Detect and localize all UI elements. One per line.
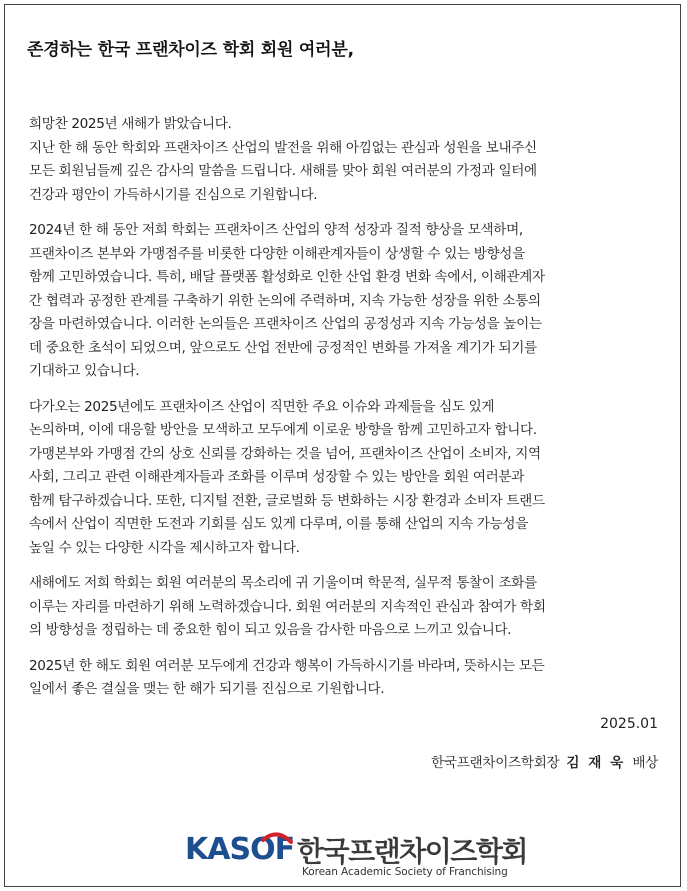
text-line: 프랜차이즈 본부와 가맹점주를 비롯한 다양한 이해관계자들이 상생할 수 있는 방향성을: [29, 245, 525, 262]
logo-english-name: Korean Academic Society of Franchising: [302, 866, 508, 878]
logo-arc-icon: [257, 830, 297, 870]
text-line: 장을 마련하였습니다. 이러한 논의들은 프랜차이즈 산업의 공정성과 지속 가능성을 높이는: [29, 316, 542, 332]
letter-frame: [4, 4, 681, 887]
text-line: 가맹본부와 가맹점 간의 상호 신뢰를 강화하는 것을 넘어, 프랜차이즈 산업이 소비자, 지역: [29, 445, 541, 462]
letter-body: [29, 113, 669, 714]
text-line: 이루는 자리를 마련하기 위해 노력하겠습니다. 회원 여러분의 지속적인 관심과 참여가 학회: [29, 598, 546, 615]
text-line: 속에서 산업이 직면한 도전과 기회를 심도 있게 다루며, 이를 통해 산업의 지속 가능성을: [29, 516, 528, 532]
signature-line: [431, 751, 658, 771]
text-line: 희망찬 2025년 새해가 밝았습니다.: [29, 116, 232, 132]
letter-date: 2025.01: [600, 716, 658, 732]
text-line: 건강과 평안이 가득하시기를 진심으로 기원합니다.: [29, 186, 318, 203]
text-line: 사회, 그리고 관련 이해관계자들과 조화를 이루며 성장할 수 있는 방안을 회원 여러분과: [29, 469, 525, 485]
paragraph-5: [29, 655, 669, 702]
text-line: 기대하고 있습니다.: [29, 363, 140, 379]
signature-name: 김 재 욱: [566, 755, 626, 771]
letter-greeting: 존경하는 한국 프랜차이즈 학회 회원 여러분,: [27, 40, 354, 60]
paragraph-1: [29, 113, 669, 207]
text-line: 간 협력과 공정한 관계를 구축하기 위한 논의에 주력하며, 지속 가능한 성장을 위한 소통의: [29, 292, 541, 309]
paragraph-3: [29, 396, 669, 561]
signature-title: 한국프랜차이즈학회장: [431, 755, 560, 771]
text-line: 높일 수 있는 다양한 시각을 제시하고자 합니다.: [29, 539, 300, 556]
text-line: 새해에도 저희 학회는 회원 여러분의 목소리에 귀 기울이며 학문적, 실무적 통찰이 조화를: [29, 575, 537, 591]
logo-acronym: KASOF: [185, 832, 295, 867]
text-line: 함께 고민하였습니다. 특히, 배달 플랫폼 활성화로 인한 산업 환경 변화 속에서, 이해관계자: [29, 269, 545, 285]
paragraph-2: [29, 219, 669, 384]
text-line: 2024년 한 해 동안 저희 학회는 프랜차이즈 산업의 양적 성장과 질적 향상을 모색하며,: [29, 222, 523, 238]
paragraph-4: [29, 572, 669, 643]
kasof-logo: [185, 830, 545, 880]
text-line: 2025년 한 해도 회원 여러분 모두에게 건강과 행복이 가득하시기를 바라며, 뜻하시는 모든: [29, 657, 545, 674]
text-line: 다가오는 2025년에도 프랜차이즈 산업이 직면한 주요 이슈와 과제들을 심도 있게: [29, 398, 495, 415]
logo-korean-name: 한국프랜차이즈학회: [297, 835, 527, 868]
text-line: 데 중요한 초석이 되었으며, 앞으로도 산업 전반에 긍정적인 변화를 가져올 계기가 되기를: [29, 339, 537, 356]
text-line: 의 방향성을 정립하는 데 중요한 힘이 되고 있음을 감사한 마음으로 느끼고 있습니다.: [29, 622, 512, 638]
text-line: 일에서 좋은 결실을 맺는 한 해가 되기를 진심으로 기원합니다.: [29, 681, 385, 697]
text-line: 함께 탐구하겠습니다. 또한, 디지털 전환, 글로벌화 등 변화하는 시장 환경과 소비자 트랜드: [29, 492, 545, 509]
text-line: 모든 회원님들께 깊은 감사의 말씀을 드립니다. 새해를 맞아 회원 여러분의 가정과 일터에: [29, 163, 537, 179]
signature-closing: 배상: [632, 755, 658, 771]
text-line: 지난 한 해 동안 학회와 프랜차이즈 산업의 발전을 위해 아낌없는 관심과 성원을 보내주신: [29, 139, 537, 156]
text-line: 논의하며, 이에 대응할 방안을 모색하고 모두에게 이로운 방향을 함께 고민하고자 합니다.: [29, 422, 537, 438]
